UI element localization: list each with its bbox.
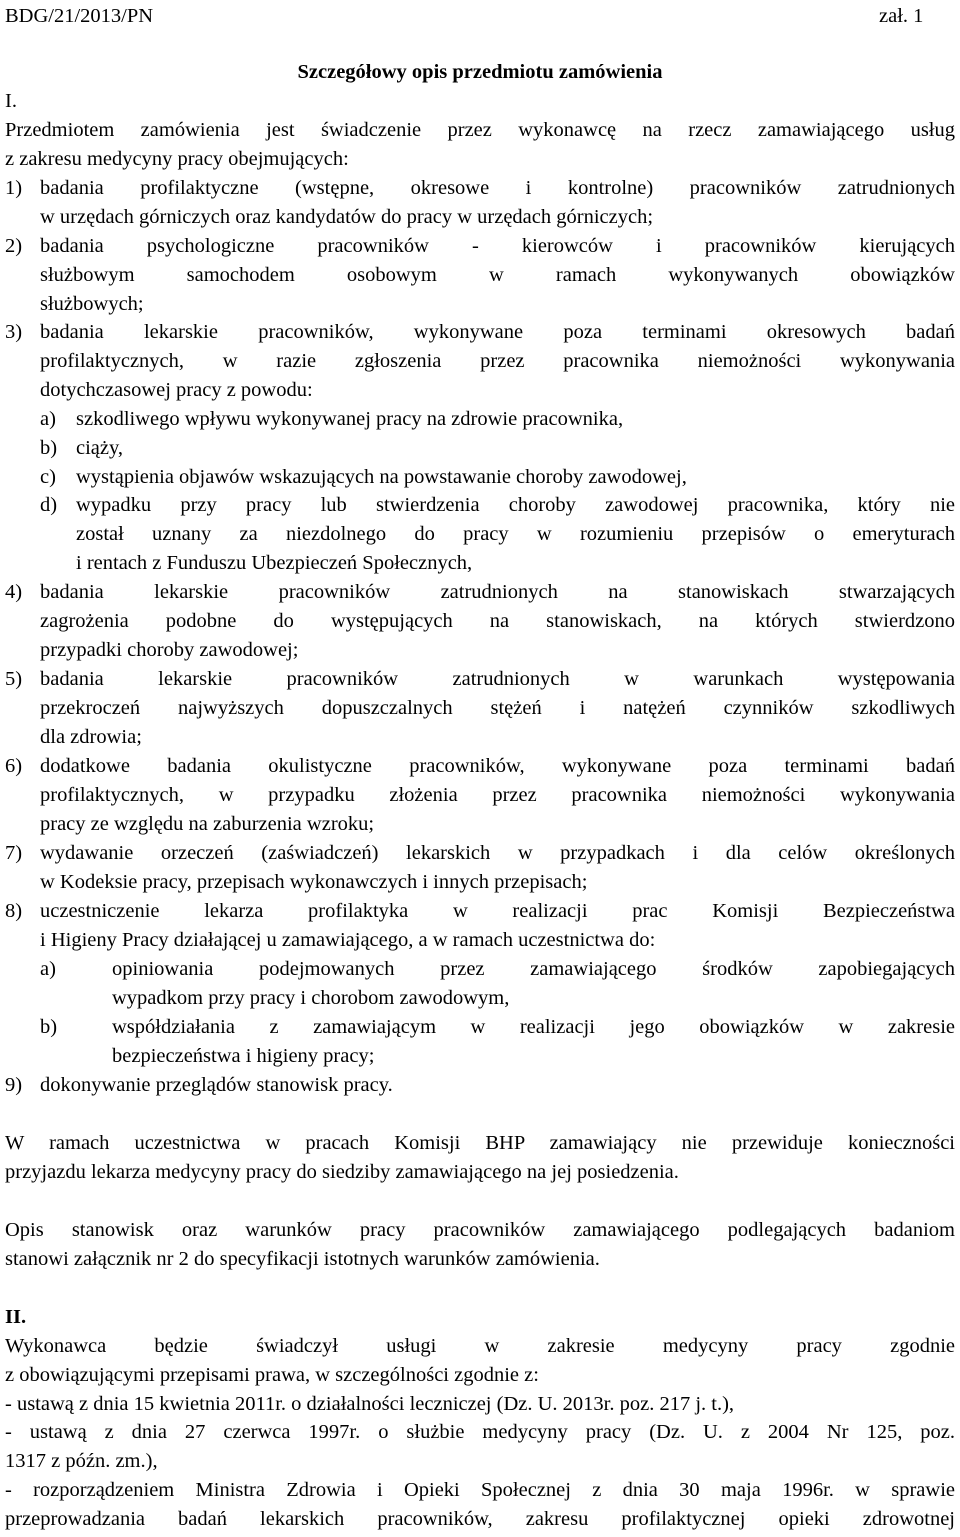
sub-item-letter: d): [40, 494, 58, 516]
item-number: 4): [5, 581, 23, 603]
list-item-line: uczestniczenie lekarza profilaktyka w realizacji prac Komisji Bezpieczeństwa: [40, 900, 955, 922]
list-item-line: badania lekarskie pracowników zatrudnionych w warunkach występowania: [40, 668, 955, 690]
list-item-line: badania profilaktyczne (wstępne, okresowe i kontrolne) pracowników zatrudnionych: [40, 177, 955, 199]
sub-item-letter: a): [40, 958, 56, 980]
intro-line: z zakresu medycyny pracy obejmujących:: [5, 147, 349, 170]
item-number: 3): [5, 321, 23, 343]
list-item: [40, 318, 955, 404]
sub-item: [112, 955, 955, 1013]
document-id: BDG/21/2013/PN: [5, 5, 154, 27]
sub-item: [76, 491, 955, 577]
paragraph-line: 1317 z późn. zm.),: [5, 1450, 158, 1473]
list-item-line: profilaktycznych, w razie zgłoszenia przez pracownika niemożności wykonywania: [40, 349, 955, 372]
list-item: [40, 578, 955, 664]
list-item-line: badania lekarskie pracowników zatrudnionych na stanowiskach stwarzających: [40, 581, 955, 603]
item-number: 6): [5, 755, 23, 777]
list-item-line: przypadki choroby zawodowej;: [40, 638, 299, 661]
list-item-line: i Higieny Pracy działającej u zamawiającego, a w ramach uczestnictwa do:: [40, 928, 656, 951]
sub-item: [112, 1013, 955, 1071]
intro-line: Przedmiotem zamówienia jest świadczenie przez wykonawcę na rzecz zamawiającego usług: [5, 119, 955, 141]
paragraph-line: przeprowadzania badań lekarskich pracowników, zakresu profilaktycznej opieki zdrowotnej: [5, 1507, 955, 1530]
item-number: 7): [5, 842, 23, 864]
sub-item-line: współdziałania z zamawiającym w realizacji jego obowiązków w zakresie: [112, 1016, 955, 1038]
list-item-line: dodatkowe badania okulistyczne pracowników, wykonywane poza terminami badań: [40, 755, 955, 777]
item-number: 5): [5, 668, 23, 690]
section-1-intro: [5, 116, 955, 174]
list-item-line: zagrożenia podobne do występujących na stanowiskach, na których stwierdzono: [40, 609, 955, 632]
list-item-line: badania psychologiczne pracowników - kierowców i pracowników kierujących: [40, 235, 955, 257]
list-item: [40, 174, 955, 232]
paragraph-line: Opis stanowisk oraz warunków pracy pracowników zamawiającego podlegających badaniom: [5, 1219, 955, 1241]
section-2-heading: II.: [5, 1306, 27, 1328]
list-item-line: badania lekarskie pracowników, wykonywane poza terminami okresowych badań: [40, 321, 955, 343]
item-number: 2): [5, 235, 23, 257]
sub-item-letter: a): [40, 408, 56, 430]
list-item: [40, 839, 955, 897]
paragraph-line: - rozporządzeniem Ministra Zdrowia i Opieki Społecznej z dnia 30 maja 1996r. w sprawie: [5, 1478, 955, 1501]
paragraph: [5, 1129, 955, 1187]
list-item-line: służbowych;: [40, 292, 144, 315]
list-item-line: profilaktycznych, w przypadku złożenia przez pracownika niemożności wykonywania: [40, 783, 955, 806]
item-number: 9): [5, 1074, 23, 1096]
paragraph-line: stanowi załącznik nr 2 do specyfikacji istotnych warunków zamówienia.: [5, 1247, 600, 1270]
list-item-line: w Kodeksie pracy, przepisach wykonawczych i innych przepisach;: [40, 870, 588, 893]
page-title: Szczegółowy opis przedmiotu zamówienia: [297, 61, 663, 83]
paragraph-line: - ustawą z dnia 27 czerwca 1997r. o służbie medycyny pracy (Dz. U. z 2004 Nr 125, poz.: [5, 1421, 955, 1444]
list-item-line: dotychczasowej pracy z powodu:: [40, 378, 313, 401]
paragraph-line: z obowiązującymi przepisami prawa, w szczególności zgodnie z:: [5, 1363, 539, 1386]
sub-item-line: bezpieczeństwa i higieny pracy;: [112, 1044, 375, 1067]
sub-item: wystąpienia objawów wskazujących na powstawanie choroby zawodowej,: [76, 466, 687, 488]
item-number: 8): [5, 900, 23, 922]
item-number: 1): [5, 177, 23, 199]
paragraph-line: W ramach uczestnictwa w pracach Komisji BHP zamawiający nie przewiduje konieczności: [5, 1132, 955, 1154]
list-item: [40, 232, 955, 318]
sub-item-line: opiniowania podejmowanych przez zamawiającego środków zapobiegających: [112, 958, 955, 980]
paragraph-line: Wykonawca będzie świadczył usługi w zakresie medycyny pracy zgodnie: [5, 1335, 955, 1357]
sub-item: szkodliwego wpływu wykonywanej pracy na zdrowie pracownika,: [76, 408, 624, 430]
list-item-line: dla zdrowia;: [40, 725, 142, 748]
sub-item-letter: b): [40, 1016, 58, 1038]
list-item: [40, 897, 955, 955]
paragraph-line: - ustawą z dnia 15 kwietnia 2011r. o działalności leczniczej (Dz. U. 2013r. poz. 217 j. t.),: [5, 1392, 735, 1415]
sub-item-line: wypadku przy pracy lub stwierdzenia choroby zawodowej pracownika, który nie: [76, 494, 955, 516]
section-2-body: [5, 1332, 955, 1534]
list-item-line: w urzędach górniczych oraz kandydatów do pracy w urzędach górniczych;: [40, 205, 654, 228]
list-item-line: pracy ze względu na zaburzenia wzroku;: [40, 812, 375, 835]
sub-item: ciąży,: [76, 437, 124, 459]
paragraph-line: przyjazdu lekarza medycyny pracy do siedziby zamawiającego na jej posiedzenia.: [5, 1160, 679, 1183]
list-item-line: służbowym samochodem osobowym w ramach wykonywanych obowiązków: [40, 263, 955, 286]
list-item-line: wydawanie orzeczeń (zaświadczeń) lekarskich w przypadkach i dla celów określonych: [40, 842, 955, 864]
sub-item-letter: c): [40, 466, 56, 488]
sub-item-line: został uznany za niezdolnego do pracy w rozumieniu przepisów o emeryturach: [76, 522, 955, 545]
list-item: [40, 752, 955, 838]
sub-item-line: wypadkom przy pracy i chorobom zawodowym,: [112, 986, 510, 1009]
list-item: [40, 665, 955, 751]
list-item-line: przekroczeń najwyższych dopuszczalnych stężeń i natężeń czynników szkodliwych: [40, 696, 955, 719]
list-item: dokonywanie przeglądów stanowisk pracy.: [40, 1074, 393, 1096]
section-1-heading: I.: [5, 90, 17, 112]
sub-item-letter: b): [40, 437, 58, 459]
attachment-label: zał. 1: [879, 5, 924, 27]
paragraph: [5, 1216, 955, 1274]
sub-item-line: i rentach z Funduszu Ubezpieczeń Społecznych,: [76, 551, 473, 574]
